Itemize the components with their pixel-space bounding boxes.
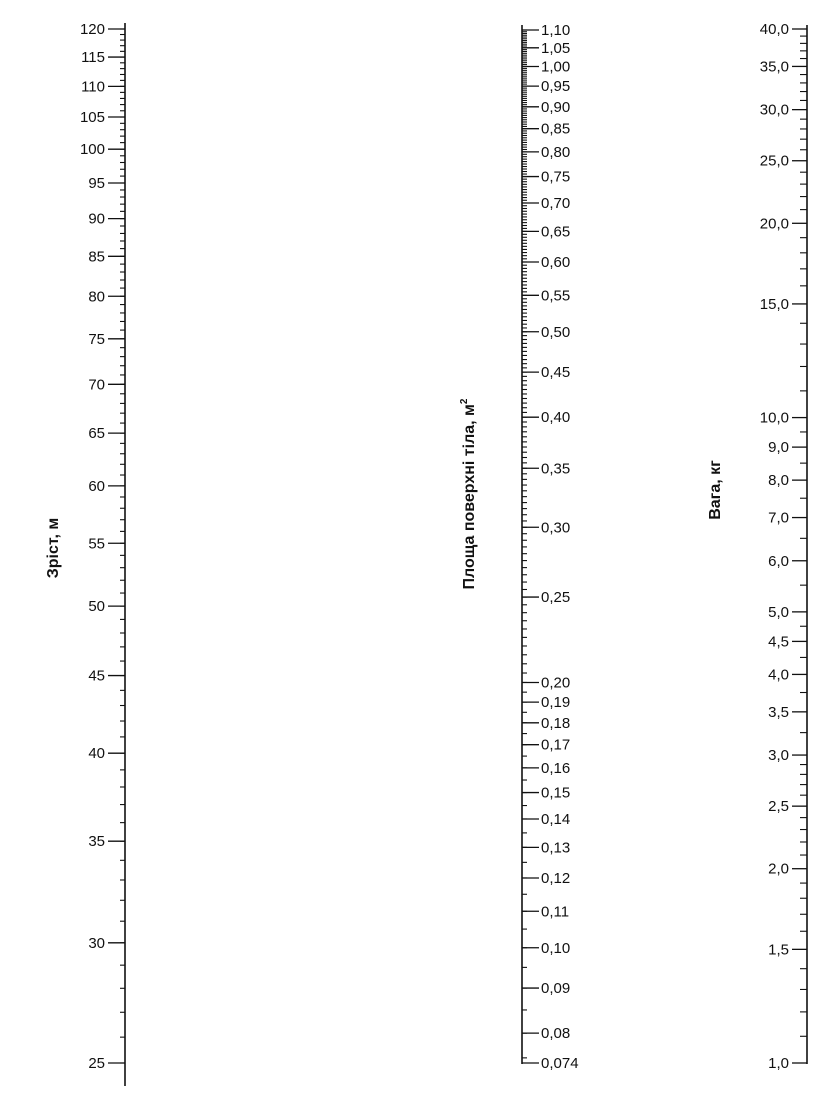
weight-tick-label: 4,0 [768, 666, 789, 684]
surface-tick-label: 0,70 [541, 194, 571, 212]
height-tick-label: 85 [88, 248, 105, 266]
surface-tick-label: 0,60 [541, 253, 571, 271]
height-tick-label: 120 [79, 21, 105, 38]
surface-tick-label: 0,08 [541, 1025, 571, 1043]
surface-tick-label: 0,11 [541, 903, 570, 921]
surface-title-text: Площа поверхні тіла, м [461, 404, 478, 590]
weight-tick-label: 3,5 [768, 703, 789, 721]
height-tick-label: 60 [88, 477, 105, 495]
weight-tick-label: 4,5 [768, 633, 789, 651]
surface-tick-label: 0,50 [541, 323, 571, 341]
surface-tick-label: 0,35 [541, 460, 571, 478]
weight-tick-label: 25,0 [759, 152, 789, 170]
surface-title-sup: 2 [459, 398, 470, 405]
surface-tick-label: 0,75 [541, 168, 571, 186]
weight-ticks [760, 21, 807, 1072]
surface-tick-label: 0,80 [541, 143, 571, 161]
height-tick-label: 65 [88, 425, 105, 443]
surface-tick-label: 0,12 [541, 869, 571, 887]
weight-tick-label: 7,0 [768, 509, 789, 527]
weight-tick-label: 5,0 [768, 603, 789, 621]
weight-tick-label: 1,0 [768, 1055, 789, 1072]
surface-tick-label: 0,25 [541, 589, 571, 607]
height-tick-label: 70 [88, 376, 105, 394]
height-tick-label: 75 [88, 330, 105, 348]
surface-area-scale [459, 22, 579, 1072]
height-tick-label: 50 [88, 598, 105, 616]
surface-tick-label: 0,95 [541, 78, 571, 96]
height-tick-label: 25 [88, 1055, 105, 1072]
surface-tick-label: 0,19 [541, 694, 571, 712]
height-tick-label: 40 [88, 745, 105, 763]
height-tick-label: 100 [79, 141, 105, 159]
surface-tick-label: 0,10 [541, 939, 571, 957]
surface-tick-label: 0,15 [541, 784, 571, 802]
surface-tick-label: 0,30 [541, 519, 571, 537]
weight-tick-label: 9,0 [768, 439, 789, 457]
surface-tick-label: 1,00 [541, 58, 571, 76]
weight-tick-label: 8,0 [768, 472, 789, 490]
height-tick-label: 115 [81, 49, 105, 67]
surface-tick-label: 0,13 [541, 839, 571, 857]
height-tick-label: 95 [88, 174, 105, 192]
height-tick-label: 45 [88, 667, 105, 685]
surface-tick-label: 0,18 [541, 714, 571, 732]
weight-scale [707, 21, 807, 1072]
weight-tick-label: 2,5 [768, 798, 789, 816]
surface-tick-label: 0,14 [541, 810, 571, 828]
weight-axis-title: Вага, кг [707, 460, 724, 520]
weight-tick-label: 20,0 [759, 215, 789, 233]
height-tick-label: 110 [81, 78, 105, 96]
surface-tick-label: 0,85 [541, 120, 571, 138]
weight-tick-label: 15,0 [759, 295, 789, 313]
weight-tick-label: 40,0 [759, 21, 789, 38]
height-tick-label: 90 [88, 210, 105, 228]
weight-tick-label: 30,0 [759, 101, 789, 119]
height-tick-label: 105 [79, 109, 105, 127]
surface-tick-label: 0,074 [541, 1055, 579, 1072]
surface-tick-label: 0,45 [541, 364, 571, 382]
surface-tick-label: 0,09 [541, 980, 571, 998]
height-ticks [80, 21, 125, 1072]
surface-tick-label: 0,55 [541, 287, 571, 305]
surface-tick-label: 1,10 [541, 22, 571, 39]
surface-axis-title [459, 398, 478, 589]
weight-tick-label: 35,0 [759, 58, 789, 76]
height-tick-label: 80 [88, 288, 105, 306]
surface-ticks [522, 22, 579, 1072]
height-tick-label: 30 [88, 934, 105, 952]
surface-tick-label: 0,65 [541, 223, 571, 241]
surface-tick-label: 0,90 [541, 98, 571, 116]
height-axis-title: Зріст, м [45, 517, 62, 579]
height-tick-label: 35 [88, 833, 105, 851]
weight-tick-label: 1,5 [768, 941, 789, 959]
surface-tick-label: 0,20 [541, 674, 571, 692]
weight-tick-label: 6,0 [768, 552, 789, 570]
weight-tick-label: 3,0 [768, 747, 789, 765]
height-tick-label: 55 [88, 535, 105, 553]
weight-tick-label: 10,0 [759, 409, 789, 427]
surface-tick-label: 1,05 [541, 39, 571, 57]
surface-tick-label: 0,40 [541, 409, 571, 427]
height-scale [45, 21, 125, 1086]
surface-tick-label: 0,16 [541, 759, 571, 777]
weight-tick-label: 2,0 [768, 860, 789, 878]
surface-tick-label: 0,17 [541, 736, 571, 754]
